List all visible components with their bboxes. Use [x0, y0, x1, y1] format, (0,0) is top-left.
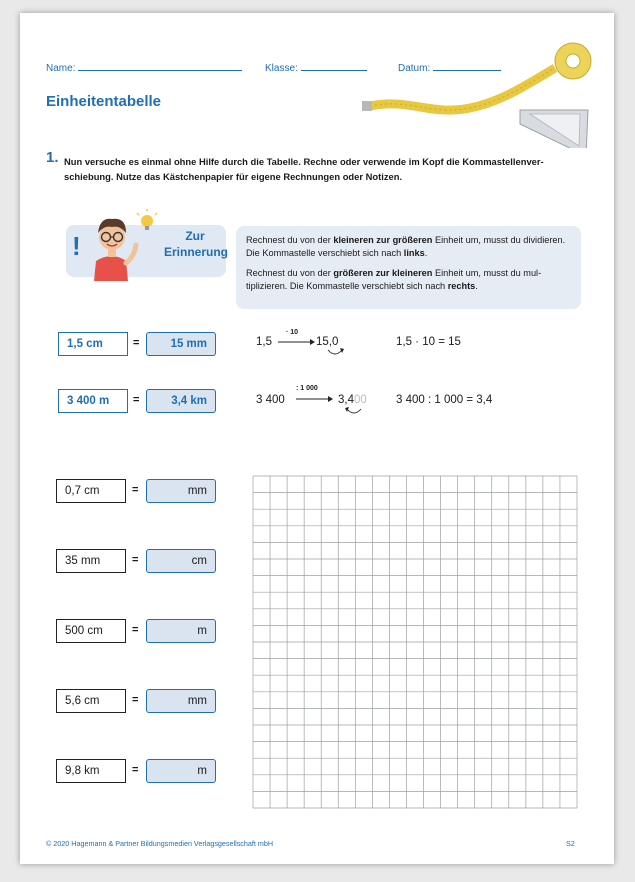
hint-text: Rechnest du von der	[246, 235, 334, 245]
hint-emphasis: links	[403, 248, 425, 258]
exercise-answer-field[interactable]: m	[146, 759, 216, 783]
boy-thinking-icon	[90, 209, 160, 281]
exclamation-icon: !	[72, 231, 81, 261]
example-2-result: 3 400 : 1 000 = 3,4	[396, 394, 493, 406]
hint-text: Einheit um, musst du multiplizieren. Die Kommastelle verschiebt sich nach	[246, 268, 542, 291]
hint-text: .	[424, 248, 428, 258]
example-1-to-value: 15,0	[316, 336, 339, 348]
worksheet-page	[20, 13, 614, 864]
exercise-left-box: 35 mm	[56, 549, 126, 573]
example-1-result: 1,5 · 10 = 15	[396, 336, 461, 348]
task-text: Nun versuche es einmal ohne Hilfe durch die Tabelle. Rechne oder verwende im Kopf die Kommastellenverschiebung. Nutze das Kästchenpapier für eigene Rechnungen oder Notizen.	[64, 156, 544, 182]
reminder-label-line1: Zur	[185, 229, 205, 243]
equals-sign: =	[132, 694, 139, 706]
hint-paragraph-1	[246, 234, 571, 260]
name-line	[78, 61, 242, 71]
exercise-answer-field[interactable]: mm	[146, 479, 216, 503]
page-number: S2	[566, 839, 575, 848]
example-2-operator: : 1 000	[296, 385, 318, 392]
task-number: 1.	[46, 149, 59, 166]
hint-emphasis: größeren zur kleineren	[333, 268, 433, 278]
example-2-to	[338, 394, 367, 406]
reminder-hint-box	[236, 226, 581, 309]
hint-emphasis: rechts	[447, 281, 476, 291]
example-2-answer: 3,4 km	[146, 389, 216, 413]
class-label: Klasse:	[265, 63, 298, 74]
exercise-answer-field[interactable]: m	[146, 619, 216, 643]
equals-sign: =	[132, 554, 139, 566]
example-1-answer: 15 mm	[146, 332, 216, 356]
reminder-label-line2: Erinnerung	[164, 245, 229, 259]
hint-text: Rechnest du von der	[246, 268, 334, 278]
comma-shift-arrow-icon	[342, 406, 364, 418]
tape-measure-illustration	[350, 38, 600, 148]
exercise-left-box: 0,7 cm	[56, 479, 126, 503]
equals-sign: =	[133, 394, 140, 406]
name-field[interactable]	[46, 61, 242, 74]
exercise-left-box: 9,8 km	[56, 759, 126, 783]
exercise-answer-field[interactable]: mm	[146, 689, 216, 713]
date-label: Datum:	[398, 63, 431, 74]
equals-sign: =	[133, 337, 140, 349]
hint-paragraph-2	[246, 267, 571, 293]
page-title: Einheitentabelle	[46, 93, 162, 110]
arrow-right-icon	[294, 394, 334, 404]
hint-text: .	[475, 281, 478, 291]
example-2-to-value: 3,4	[338, 394, 354, 406]
example-1-operator: · 10	[286, 329, 299, 336]
equals-sign: =	[132, 624, 139, 636]
equals-sign: =	[132, 764, 139, 776]
example-2-to-gray: 00	[354, 394, 367, 406]
arrow-right-icon	[276, 337, 316, 347]
hint-text: Einheit um, musst du dividieren. Die Kommastelle verschiebt sich nach	[246, 235, 566, 258]
exercise-left-box: 500 cm	[56, 619, 126, 643]
hint-emphasis: kleineren zur größeren	[333, 235, 433, 245]
example-1-left-box: 1,5 cm	[58, 332, 128, 356]
copyright-footer: © 2020 Hagemann & Partner Bildungsmedien Verlagsgesellschaft mbH	[46, 839, 274, 848]
example-1-from: 1,5	[256, 336, 272, 348]
grid-paper[interactable]	[252, 475, 578, 809]
name-label: Name:	[46, 63, 76, 74]
example-2-left-box: 3 400 m	[58, 389, 128, 413]
comma-shift-arrow-icon	[326, 347, 346, 359]
reminder-label	[164, 228, 229, 260]
exercise-answer-field[interactable]: cm	[146, 549, 216, 573]
example-2-from: 3 400	[256, 394, 285, 406]
exercise-left-box: 5,6 cm	[56, 689, 126, 713]
equals-sign: =	[132, 484, 139, 496]
